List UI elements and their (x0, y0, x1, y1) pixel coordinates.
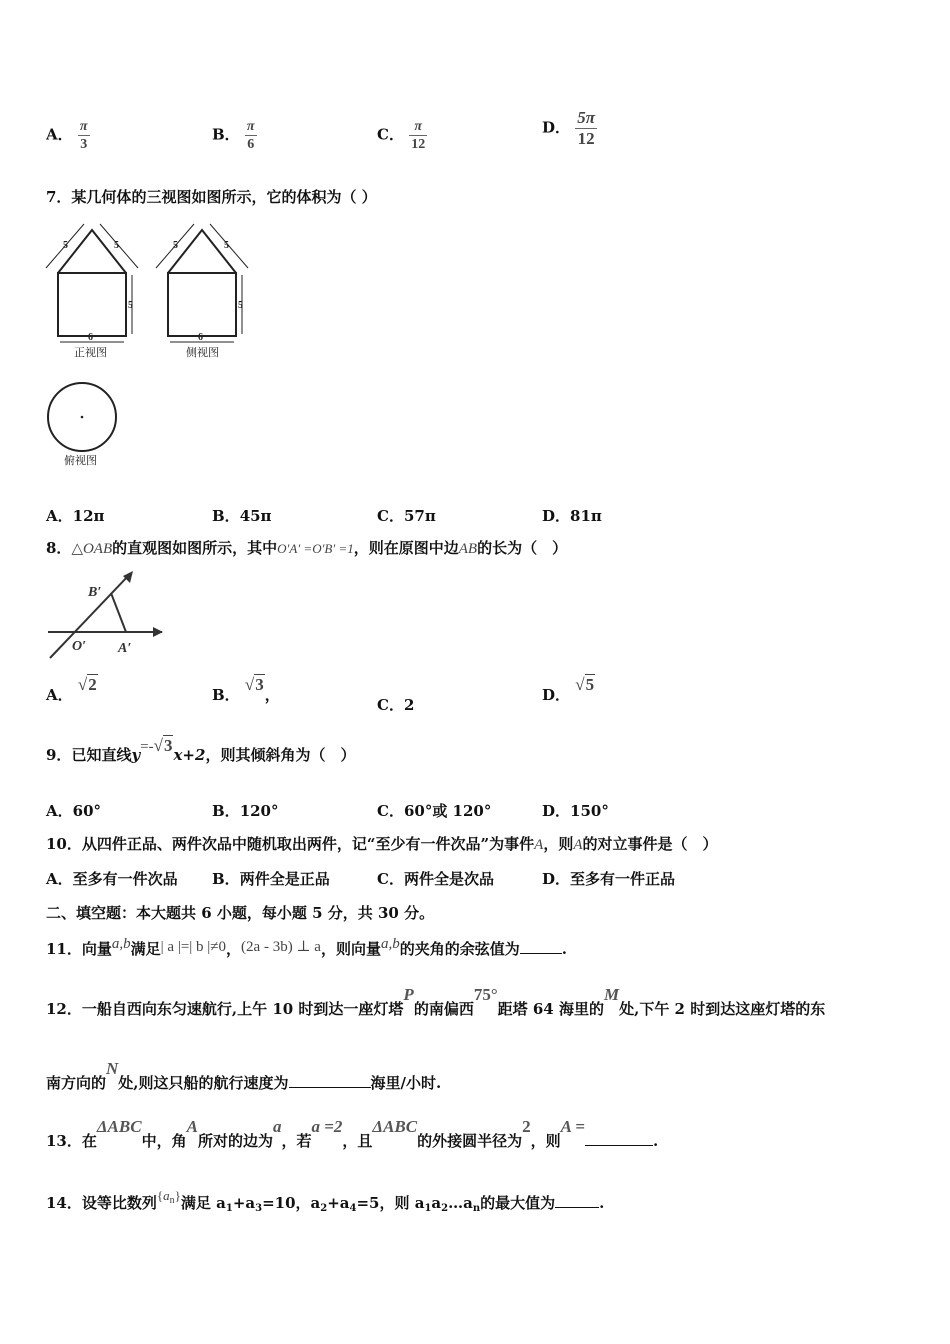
q9-option-d: D．150° (542, 802, 609, 820)
q10-option-d: D．至多有一件正品 (542, 870, 676, 888)
q8-option-c: C．2 (377, 696, 415, 714)
q7-three-views-figure (40, 218, 260, 473)
q8-label-a: A′ (118, 641, 132, 656)
q7-side-width: 6 (198, 332, 203, 343)
q14-stem: 14．设等比数列$\{a_n\}$满足 $a_1+a_3=10$，$a_2+a_4=5$，则 $a_1a_2\dots a_n$的最大值为 . (46, 1188, 605, 1214)
q10-stem: 10．从四件正品、两件次品中随机取出两件，记“至少有一件次品”为事件A，则A的对立事件是（ ） (46, 835, 718, 853)
q10-option-b: B．两件全是正品 (212, 870, 330, 888)
q7-front-caption: 正视图 (74, 347, 107, 359)
q7-side-slant-left: 5 (173, 240, 178, 251)
q7-front-slant-right: 5 (114, 240, 119, 251)
q12-stem-line2: 南方向的N处,则这只船的航行速度为 海里/小时. (46, 1059, 442, 1092)
q7-side-caption: 侧视图 (186, 347, 219, 359)
q8-stem: 8．△OAB的直观图如图所示，其中O′A′ =O′B′ =1，则在原图中边AB的长为（ ） (46, 539, 568, 557)
q6-option-b: B． $\frac{\pi}{6}$ (212, 119, 255, 152)
q7-option-c: C．57π (377, 507, 436, 525)
q7-front-slant-left: 5 (63, 240, 68, 251)
section-2-heading: 二、填空题：本大题共 6 小题，每小题 5 分，共 30 分。 (46, 904, 435, 922)
q9-option-c: C．60°或 120° (377, 802, 492, 820)
q7-stem: 7．某几何体的三视图如图所示，它的体积为（ ） (46, 188, 377, 206)
q7-top-caption: 俯视图 (64, 455, 97, 467)
q7-option-a: A．12π (46, 507, 105, 525)
q8-option-d: D． √5 (542, 675, 595, 704)
q6-option-d: D． $\frac{5\pi}{12}$ (542, 108, 596, 148)
q6-option-d-fraction: $\frac{5\pi}{12}$ (577, 108, 596, 148)
q7-option-b: B．45π (212, 507, 272, 525)
q7-front-view (46, 224, 138, 342)
q12-stem-line1: 12．一船自西向东匀速航行,上午 10 时到达一座灯塔P的南偏西75°距塔 64 海里的M处,下午 2 时到达这座灯塔的东 (46, 985, 826, 1018)
q7-side-slant-right: 5 (224, 240, 229, 251)
q11-stem: 11．向量a,b满足| a |=| b |≠0，(2a - 3b) ⊥ a，则向量a,b的夹角的余弦值为 . (46, 936, 567, 958)
q9-option-a: A．60° (46, 802, 102, 820)
q8-option-a: A． √2 (46, 675, 97, 704)
q8-oblique-figure (44, 566, 169, 664)
q10-option-c: C．两件全是次品 (377, 870, 494, 888)
q6-option-a: A． $\frac{\pi}{3}$ (46, 119, 88, 152)
q10-option-a: A．至多有一件次品 (46, 870, 178, 888)
q7-side-height: 5 (238, 300, 243, 311)
q9-stem: 9．已知直线y=-√3x+2，则其倾斜角为（ ） (46, 736, 356, 764)
q9-option-b: B．120° (212, 802, 279, 820)
q6-option-a-fraction: $\frac{\pi}{3}$ (79, 119, 88, 152)
q8-label-o: O′ (72, 639, 87, 654)
q7-front-width: 6 (88, 332, 93, 343)
q7-top-view (48, 383, 116, 451)
q7-front-height: 5 (128, 300, 133, 311)
q6-option-c: C． $\frac{\pi}{12}$ (377, 119, 426, 152)
q7-option-d: D．81π (542, 507, 602, 525)
q8-option-b: B． √3， (212, 675, 280, 704)
q6-option-c-fraction: $\frac{\pi}{12}$ (411, 119, 426, 152)
q13-stem: 13．在ΔABC中，角A所对的边为a，若a =2，且ΔABC的外接圆半径为2，则A =. (46, 1117, 659, 1150)
q8-label-b: B′ (88, 585, 102, 600)
q7-side-view (156, 224, 248, 342)
q6-option-b-fraction: $\frac{\pi}{6}$ (246, 119, 255, 152)
